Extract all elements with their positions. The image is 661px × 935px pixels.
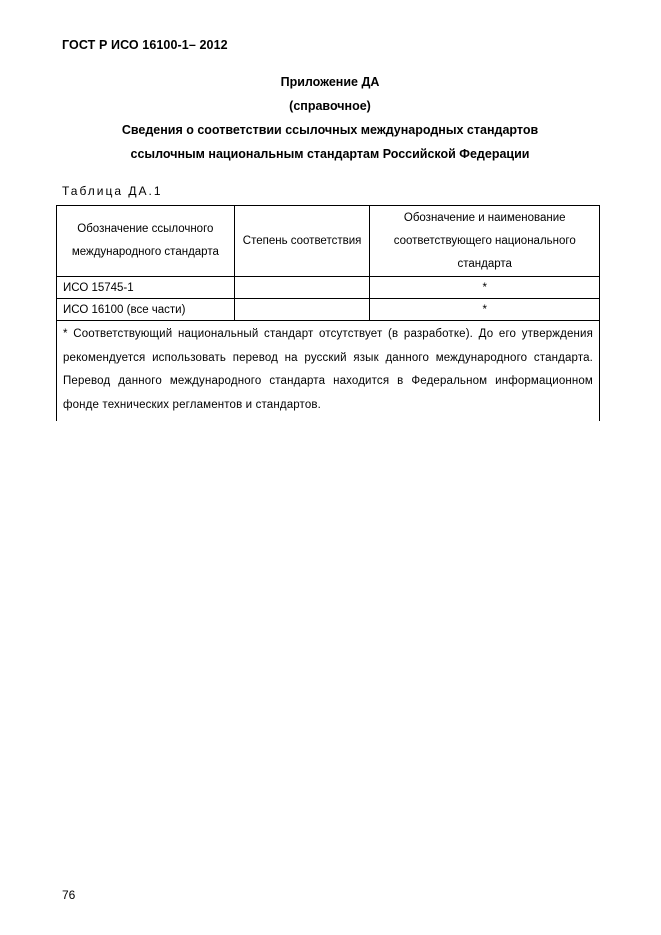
- column-header-national: Обозначение и наименование соответствующего национального стандарта: [370, 206, 600, 277]
- cell-national: *: [370, 277, 600, 299]
- column-header-designation: Обозначение ссылочного международного стандарта: [57, 206, 235, 277]
- table-header-row: [57, 206, 600, 277]
- table-row: [57, 277, 600, 299]
- table-footnote: * Соответствующий национальный стандарт отсутствует (в разработке). До его утверждения рекомендуется использовать перевод на русский язык данного международного стандарта. Перевод данного международного стандарта находится в Федеральном информационном фонде технических регламентов и стандартов.: [57, 321, 600, 422]
- cell-designation: ИСО 16100 (все части): [57, 299, 235, 321]
- cell-degree: [234, 299, 370, 321]
- column-header-degree: Степень соответствия: [234, 206, 370, 277]
- appendix-heading-line2: ссылочным национальным стандартам Российской Федерации: [130, 147, 530, 161]
- page-number: 76: [62, 888, 76, 902]
- table-caption: Таблица ДА.1: [62, 184, 163, 198]
- cell-national: *: [370, 299, 600, 321]
- appendix-heading-line1: Сведения о соответствии ссылочных международных стандартов: [121, 123, 539, 137]
- table-row: [57, 299, 600, 321]
- table-footnote-row: [57, 321, 600, 422]
- cell-designation: ИСО 15745-1: [57, 277, 235, 299]
- appendix-heading-block: [60, 70, 600, 166]
- appendix-title: Приложение ДА: [280, 75, 380, 89]
- cell-degree: [234, 277, 370, 299]
- appendix-type: (справочное): [289, 99, 371, 113]
- document-header: ГОСТ Р ИСО 16100-1– 2012: [62, 38, 228, 52]
- correspondence-table: [56, 205, 600, 421]
